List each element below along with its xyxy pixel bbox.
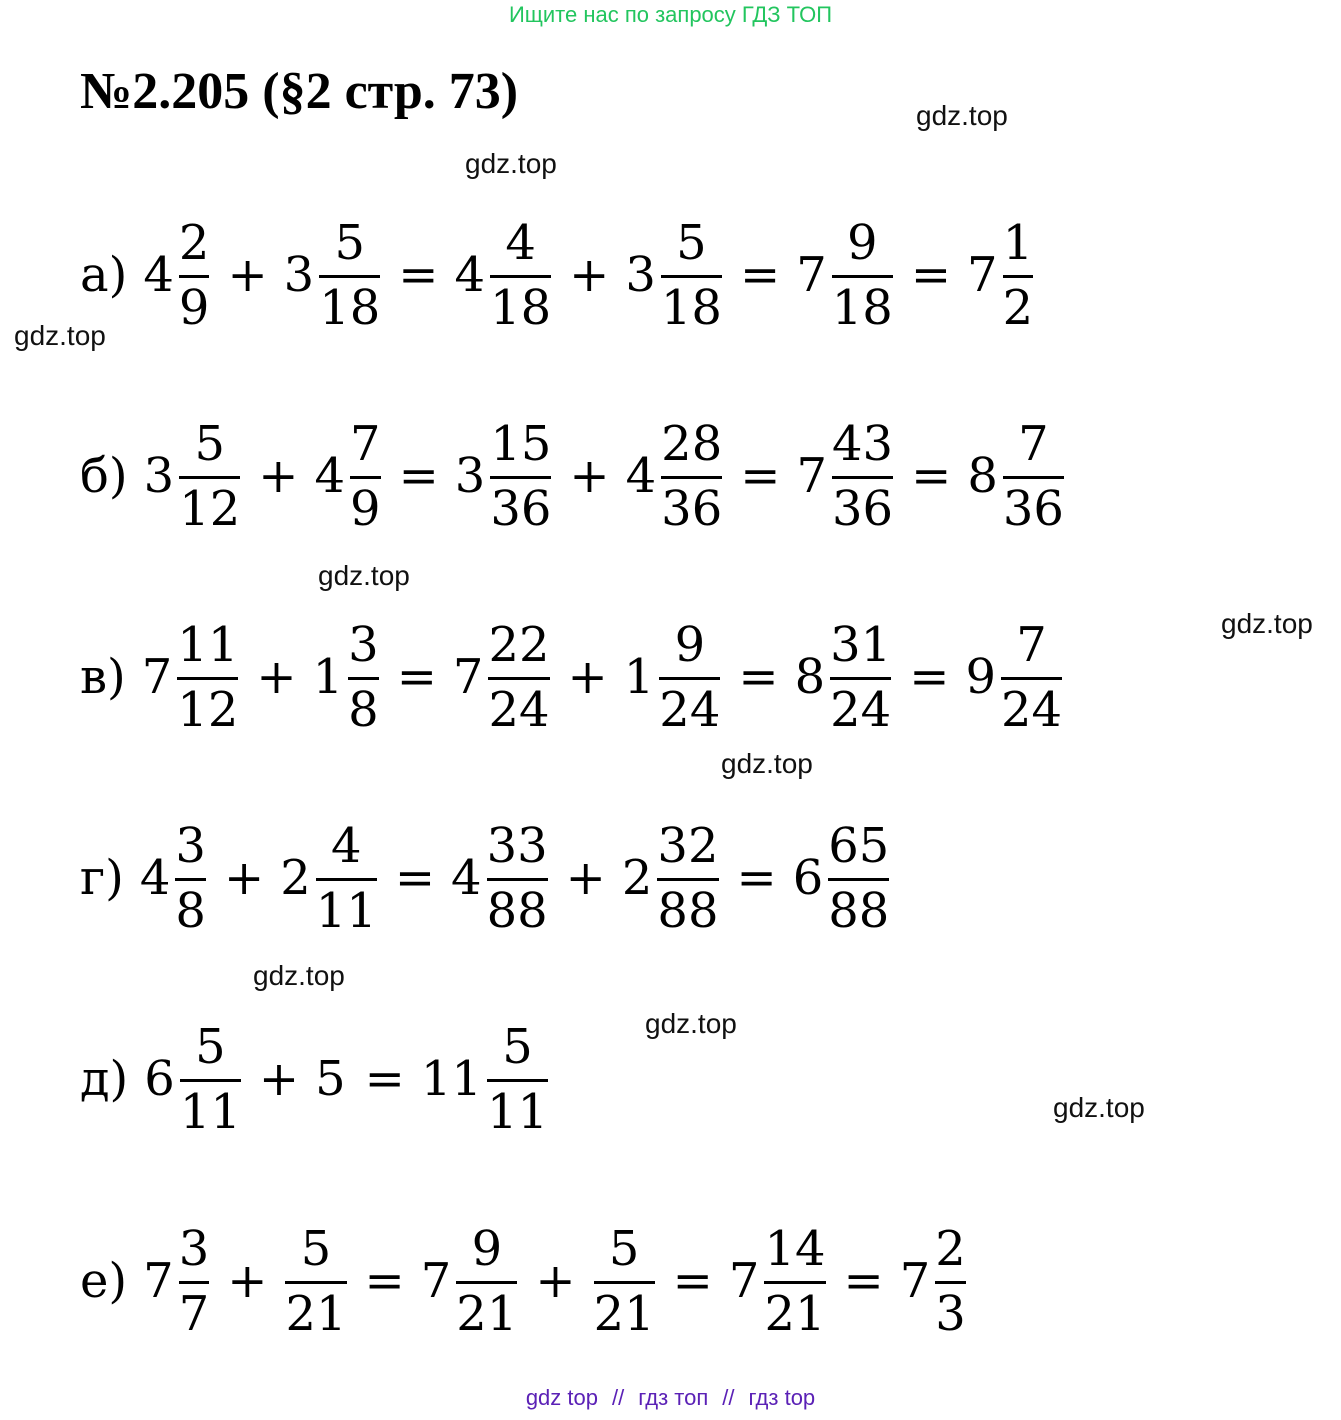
plus-sign: + — [227, 247, 268, 303]
numerator: 3 — [175, 817, 206, 874]
whole-part: 2 — [280, 850, 311, 906]
fraction — [1001, 415, 1066, 537]
whole-part: 8 — [794, 649, 826, 705]
denominator: 36 — [661, 476, 722, 533]
numerator: 33 — [486, 817, 548, 874]
numerator: 3 — [178, 1220, 210, 1277]
equals-sign: = — [394, 850, 436, 906]
fraction — [283, 1220, 348, 1342]
numerator: 5 — [194, 415, 225, 472]
fraction — [173, 817, 208, 939]
denominator: 36 — [1003, 476, 1064, 533]
numerator: 2 — [935, 1220, 966, 1277]
denominator: 18 — [319, 275, 380, 332]
numerator: 9 — [674, 616, 706, 673]
fraction — [830, 415, 895, 537]
plus-sign: + — [258, 1051, 300, 1107]
fraction — [933, 1220, 968, 1342]
denominator: 24 — [830, 677, 891, 734]
whole-part: 7 — [899, 1253, 931, 1309]
fraction — [317, 214, 382, 336]
whole-part: 4 — [143, 247, 174, 303]
numerator: 32 — [657, 817, 719, 874]
numerator: 3 — [348, 616, 379, 673]
whole-part: 7 — [967, 247, 998, 303]
equals-sign: = — [672, 1253, 713, 1309]
numerator: 7 — [1016, 616, 1047, 673]
denominator: 18 — [661, 275, 722, 332]
plus-sign: + — [569, 247, 610, 303]
whole-part: 4 — [451, 850, 482, 906]
top-banner: Ищите нас по запросу ГДЗ ТОП — [508, 2, 833, 27]
fraction — [346, 616, 381, 738]
plus-sign: + — [256, 649, 297, 705]
fraction — [659, 214, 724, 336]
footer-item: gdz top — [525, 1385, 598, 1410]
whole-part: 4 — [625, 448, 657, 504]
fraction — [1001, 214, 1036, 336]
watermark: gdz.top — [1053, 1092, 1145, 1123]
equals-sign: = — [738, 649, 779, 705]
denominator: 12 — [179, 476, 240, 533]
plus-sign: + — [258, 448, 299, 504]
watermark: gdz.top — [721, 748, 813, 779]
page-title: №2.205 (§2 стр. 73) — [80, 63, 519, 120]
numerator: 4 — [331, 817, 362, 874]
numerator: 9 — [471, 1220, 503, 1277]
equals-sign: = — [396, 649, 437, 705]
equals-sign: = — [910, 247, 952, 303]
plus-sign: + — [535, 1253, 576, 1309]
numerator: 43 — [832, 415, 894, 472]
whole-part: 7 — [728, 1253, 760, 1309]
numerator: 2 — [178, 214, 210, 271]
plus-sign: + — [223, 850, 265, 906]
plus-sign: + — [569, 448, 610, 504]
equals-sign: = — [364, 1253, 405, 1309]
fraction — [348, 415, 383, 537]
equals-sign: = — [739, 247, 781, 303]
fraction — [485, 1018, 550, 1140]
denominator: 11 — [316, 878, 377, 935]
fraction — [178, 1018, 243, 1140]
whole-part: 8 — [967, 448, 998, 504]
denominator: 88 — [487, 878, 548, 935]
numerator: 9 — [847, 214, 878, 271]
watermark: gdz.top — [465, 148, 557, 179]
watermark: gdz.top — [253, 960, 345, 991]
equation-a — [80, 205, 1035, 345]
plus-sign: + — [565, 850, 606, 906]
footer-separator: // — [722, 1385, 735, 1410]
equation-b — [80, 406, 1066, 546]
denominator: 88 — [657, 878, 718, 935]
numerator: 1 — [1002, 214, 1034, 271]
fraction — [177, 214, 212, 336]
equation-label: е) — [80, 1253, 128, 1309]
fraction — [657, 616, 722, 738]
numerator: 5 — [300, 1220, 332, 1277]
plus-sign: + — [227, 1253, 268, 1309]
whole-part: 4 — [454, 247, 486, 303]
fraction — [454, 1220, 519, 1342]
numerator: 65 — [828, 817, 890, 874]
denominator: 8 — [175, 878, 206, 935]
footer — [0, 1385, 1341, 1411]
numerator: 11 — [177, 616, 239, 673]
equals-sign: = — [398, 448, 439, 504]
equals-sign: = — [909, 649, 950, 705]
numerator: 4 — [505, 214, 536, 271]
denominator: 21 — [285, 1281, 346, 1338]
numerator: 31 — [830, 616, 892, 673]
equation-v — [80, 607, 1064, 747]
equation-g — [80, 808, 891, 948]
whole-part: 3 — [143, 448, 175, 504]
whole-part: 11 — [420, 1051, 482, 1107]
fraction — [830, 214, 895, 336]
equals-sign: = — [398, 247, 439, 303]
equals-sign: = — [736, 850, 777, 906]
whole-part: 7 — [796, 247, 827, 303]
denominator: 21 — [764, 1281, 825, 1338]
equation-label: д) — [80, 1051, 129, 1107]
equals-sign: = — [911, 448, 952, 504]
whole-part: 5 — [315, 1051, 346, 1107]
denominator: 18 — [832, 275, 893, 332]
equals-sign: = — [364, 1051, 405, 1107]
denominator: 3 — [935, 1281, 966, 1338]
fraction — [592, 1220, 657, 1342]
numerator: 5 — [676, 214, 707, 271]
whole-part: 3 — [454, 448, 486, 504]
denominator: 36 — [832, 476, 893, 533]
whole-part: 3 — [283, 247, 315, 303]
denominator: 24 — [659, 677, 720, 734]
fraction — [488, 415, 553, 537]
denominator: 24 — [1001, 677, 1062, 734]
whole-part: 9 — [965, 649, 996, 705]
numerator: 7 — [350, 415, 381, 472]
numerator: 28 — [661, 415, 723, 472]
denominator: 24 — [488, 677, 549, 734]
fraction — [659, 415, 724, 537]
equals-sign: = — [843, 1253, 884, 1309]
whole-part: 6 — [144, 1051, 175, 1107]
fraction — [177, 415, 242, 537]
equation-d — [80, 1009, 550, 1149]
denominator: 21 — [456, 1281, 517, 1338]
plus-sign: + — [567, 649, 608, 705]
fraction — [485, 817, 550, 939]
denominator: 12 — [177, 677, 238, 734]
equation-label: а) — [80, 247, 128, 303]
denominator: 36 — [490, 476, 551, 533]
watermark: gdz.top — [1221, 608, 1313, 639]
denominator: 9 — [350, 476, 381, 533]
whole-part: 7 — [452, 649, 484, 705]
denominator: 88 — [828, 878, 889, 935]
whole-part: 3 — [625, 247, 656, 303]
numerator: 5 — [502, 1018, 533, 1075]
fraction — [488, 214, 553, 336]
whole-part: 7 — [420, 1253, 452, 1309]
whole-part: 4 — [139, 850, 171, 906]
fraction — [177, 1220, 212, 1342]
numerator: 22 — [488, 616, 550, 673]
whole-part: 7 — [143, 1253, 174, 1309]
fraction — [828, 616, 893, 738]
denominator: 9 — [179, 275, 210, 332]
denominator: 11 — [487, 1079, 548, 1136]
watermark: gdz.top — [14, 320, 106, 351]
fraction — [826, 817, 891, 939]
denominator: 21 — [594, 1281, 655, 1338]
numerator: 7 — [1018, 415, 1049, 472]
whole-part: 1 — [312, 649, 344, 705]
fraction — [486, 616, 551, 738]
denominator: 18 — [490, 275, 551, 332]
whole-part: 4 — [314, 448, 346, 504]
whole-part: 7 — [796, 448, 828, 504]
denominator: 8 — [348, 677, 379, 734]
whole-part: 7 — [141, 649, 173, 705]
footer-separator: // — [611, 1385, 625, 1410]
equals-sign: = — [740, 448, 781, 504]
equation-label: в) — [80, 649, 126, 705]
watermark: gdz.top — [645, 1008, 737, 1039]
fraction — [175, 616, 240, 738]
numerator: 5 — [608, 1220, 640, 1277]
watermark: gdz.top — [318, 560, 410, 591]
equation-label: г) — [80, 850, 124, 906]
fraction — [655, 817, 720, 939]
equation-label: б) — [80, 448, 128, 504]
numerator: 5 — [334, 214, 366, 271]
footer-item: гдз top — [748, 1385, 816, 1410]
numerator: 15 — [490, 415, 552, 472]
denominator: 2 — [1003, 275, 1034, 332]
denominator: 11 — [180, 1079, 241, 1136]
whole-part: 2 — [621, 850, 653, 906]
whole-part: 6 — [792, 850, 824, 906]
numerator: 5 — [195, 1018, 226, 1075]
fraction — [999, 616, 1064, 738]
footer-item: гдз топ — [638, 1385, 709, 1410]
denominator: 7 — [179, 1281, 210, 1338]
equation-e — [80, 1211, 968, 1351]
fraction — [762, 1220, 827, 1342]
watermark: gdz.top — [916, 100, 1008, 131]
fraction — [314, 817, 379, 939]
numerator: 14 — [764, 1220, 826, 1277]
whole-part: 1 — [623, 649, 655, 705]
